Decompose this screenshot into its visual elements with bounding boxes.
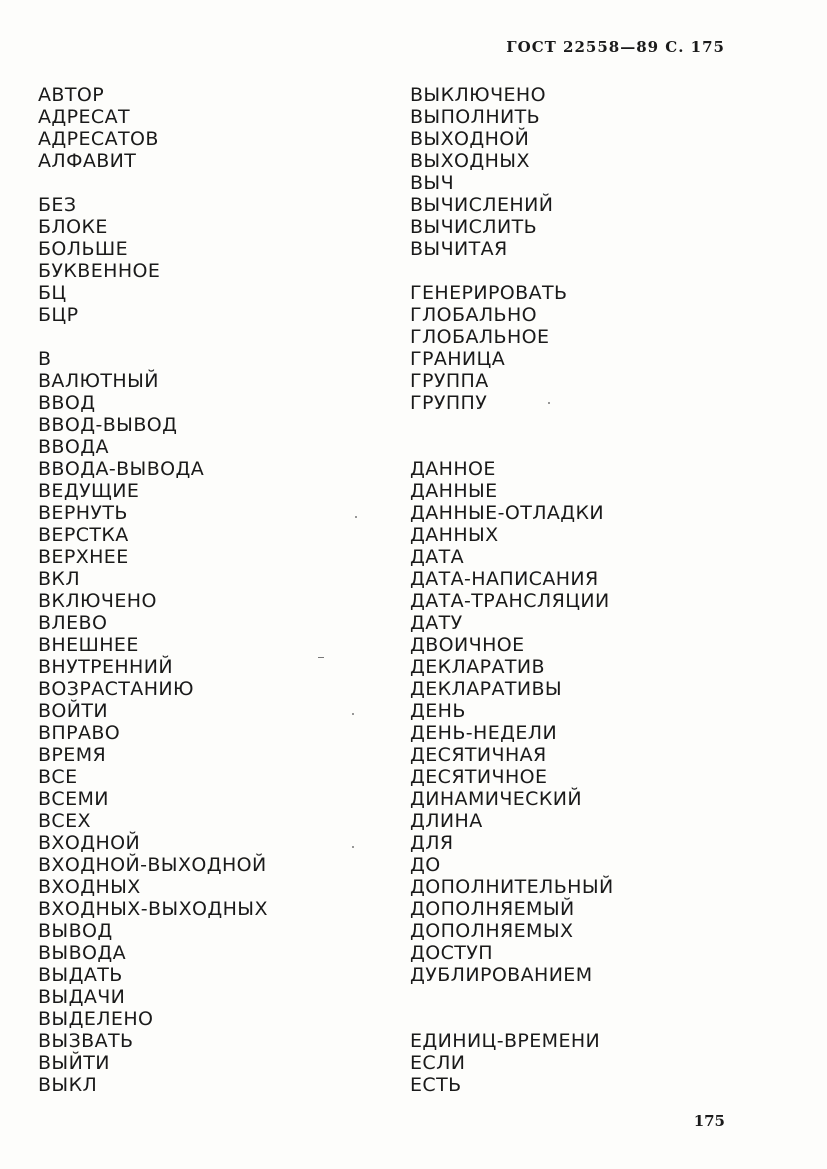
keyword-entry: ВРЕМЯ xyxy=(38,744,107,766)
keyword-entry: ДЕНЬ-НЕДЕЛИ xyxy=(410,722,558,744)
keyword-entry: ВЫДЕЛЕНО xyxy=(38,1008,154,1030)
keyword-entry: ВЫЧИСЛЕНИЙ xyxy=(410,194,554,216)
keyword-entry: ВЕРНУТЬ xyxy=(38,502,128,524)
keyword-entry: ВОЙТИ xyxy=(38,700,109,722)
keyword-entry: ВЛЕВО xyxy=(38,612,108,634)
blank-line xyxy=(38,326,388,348)
keyword-entry: ГЛОБАЛЬНО xyxy=(410,304,538,326)
keyword-entry: ГРУППУ xyxy=(410,392,488,414)
running-header: ГОСТ 22558—89 С. 175 xyxy=(506,38,725,56)
keyword-entry: ДАТА xyxy=(410,546,465,568)
keyword-entry: ВЫКЛ xyxy=(38,1074,98,1096)
keyword-entry: ДЛИНА xyxy=(410,810,483,832)
keyword-entry: ВЕДУЩИЕ xyxy=(38,480,140,502)
keyword-entry: ДУБЛИРОВАНИЕМ xyxy=(410,964,593,986)
keyword-entry: ВКЛЮЧЕНО xyxy=(38,590,157,612)
blank-line xyxy=(410,414,790,436)
keyword-entry: ЕДИНИЦ-ВРЕМЕНИ xyxy=(410,1030,601,1052)
keyword-entry: ДЕСЯТИЧНАЯ xyxy=(410,744,547,766)
blank-line xyxy=(410,436,790,458)
keyword-entry: ВЫВОД xyxy=(38,920,113,942)
keyword-entry: ВЕРХНЕЕ xyxy=(38,546,129,568)
keyword-entry: ДАННЫХ xyxy=(410,524,499,546)
keyword-entry: ЕСТЬ xyxy=(410,1074,462,1096)
keyword-entry: ВЫХОДНЫХ xyxy=(410,150,530,172)
keyword-entry: ДЕНЬ xyxy=(410,700,466,722)
blank-line xyxy=(410,986,790,1008)
keyword-entry: ВХОДНЫХ-ВЫХОДНЫХ xyxy=(38,898,268,920)
keyword-entry: АВТОР xyxy=(38,84,105,106)
keyword-entry: ВВОД xyxy=(38,392,96,414)
keyword-entry: ВХОДНЫХ xyxy=(38,876,141,898)
keyword-entry: АДРЕСАТ xyxy=(38,106,130,128)
keyword-entry: ВЫЗВАТЬ xyxy=(38,1030,134,1052)
keyword-entry: ВВОДА-ВЫВОДА xyxy=(38,458,205,480)
keyword-entry: ДАННЫЕ xyxy=(410,480,498,502)
scan-speck xyxy=(352,713,354,715)
keyword-entry: ДЛЯ xyxy=(410,832,454,854)
keyword-entry: БУКВЕННОЕ xyxy=(38,260,161,282)
keyword-entry: ВЫХОДНОЙ xyxy=(410,128,530,150)
keyword-entry: ВЫДАЧИ xyxy=(38,986,126,1008)
keyword-entry: ВКЛ xyxy=(38,568,81,590)
scan-speck xyxy=(352,846,354,848)
keyword-entry: В xyxy=(38,348,52,370)
keyword-entry: ДОПОЛНЯЕМЫЙ xyxy=(410,898,575,920)
keyword-entry: ВЫКЛЮЧЕНО xyxy=(410,84,546,106)
keyword-entry: ВВОД-ВЫВОД xyxy=(38,414,178,436)
keyword-entry: ГРАНИЦА xyxy=(410,348,506,370)
keyword-entry: ГЛОБАЛЬНОЕ xyxy=(410,326,550,348)
keyword-entry: АЛФАВИТ xyxy=(38,150,137,172)
keyword-entry: БЦР xyxy=(38,304,79,326)
keyword-entry: ВПРАВО xyxy=(38,722,121,744)
keyword-entry: ВЫЧИТАЯ xyxy=(410,238,508,260)
keyword-entry: БЛОКЕ xyxy=(38,216,108,238)
keyword-entry: ДВОИЧНОЕ xyxy=(410,634,525,656)
left-word-column xyxy=(38,84,388,1096)
keyword-entry: ВВОДА xyxy=(38,436,109,458)
keyword-entry: ДОСТУП xyxy=(410,942,493,964)
keyword-entry: ВОЗРАСТАНИЮ xyxy=(38,678,194,700)
keyword-entry: ГРУППА xyxy=(410,370,489,392)
scan-speck xyxy=(318,657,324,658)
keyword-entry: БЦ xyxy=(38,282,67,304)
scan-speck xyxy=(548,402,550,404)
keyword-entry: ВЫЙТИ xyxy=(38,1052,110,1074)
page-number: 175 xyxy=(693,1112,725,1130)
keyword-entry: ДО xyxy=(410,854,441,876)
keyword-entry: ДИНАМИЧЕСКИЙ xyxy=(410,788,582,810)
blank-line xyxy=(410,1008,790,1030)
keyword-entry: АДРЕСАТОВ xyxy=(38,128,159,150)
keyword-entry: ВНЕШНЕЕ xyxy=(38,634,139,656)
keyword-entry: ВЫВОДА xyxy=(38,942,127,964)
keyword-entry: ДЕКЛАРАТИВ xyxy=(410,656,545,678)
blank-line xyxy=(410,260,790,282)
keyword-entry: ДАТА-НАПИСАНИЯ xyxy=(410,568,599,590)
keyword-entry: ВХОДНОЙ xyxy=(38,832,141,854)
keyword-entry: ВНУТРЕННИЙ xyxy=(38,656,173,678)
keyword-entry: ДАТА-ТРАНСЛЯЦИИ xyxy=(410,590,610,612)
keyword-entry: ДАННОЕ xyxy=(410,458,496,480)
keyword-entry: ДОПОЛНИТЕЛЬНЫЙ xyxy=(410,876,614,898)
keyword-entry: ВХОДНОЙ-ВЫХОДНОЙ xyxy=(38,854,267,876)
keyword-entry: ГЕНЕРИРОВАТЬ xyxy=(410,282,568,304)
keyword-entry: ДАННЫЕ-ОТЛАДКИ xyxy=(410,502,605,524)
keyword-entry: ДЕСЯТИЧНОЕ xyxy=(410,766,548,788)
keyword-entry: ВЫЧИСЛИТЬ xyxy=(410,216,538,238)
keyword-entry: БЕЗ xyxy=(38,194,77,216)
keyword-entry: ВЫДАТЬ xyxy=(38,964,123,986)
keyword-entry: ВСЕХ xyxy=(38,810,91,832)
keyword-entry: ВАЛЮТНЫЙ xyxy=(38,370,159,392)
keyword-entry: ВСЕМИ xyxy=(38,788,109,810)
keyword-entry: ВЫПОЛНИТЬ xyxy=(410,106,541,128)
scan-speck xyxy=(355,516,357,518)
keyword-entry: БОЛЬШЕ xyxy=(38,238,129,260)
keyword-entry: ВЫЧ xyxy=(410,172,455,194)
right-word-column xyxy=(410,84,790,1096)
keyword-entry: ЕСЛИ xyxy=(410,1052,466,1074)
keyword-entry: ДАТУ xyxy=(410,612,463,634)
keyword-entry: ВЕРСТКА xyxy=(38,524,129,546)
keyword-entry: ДОПОЛНЯЕМЫХ xyxy=(410,920,574,942)
keyword-entry: ДЕКЛАРАТИВЫ xyxy=(410,678,563,700)
blank-line xyxy=(38,172,388,194)
keyword-entry: ВСЕ xyxy=(38,766,78,788)
